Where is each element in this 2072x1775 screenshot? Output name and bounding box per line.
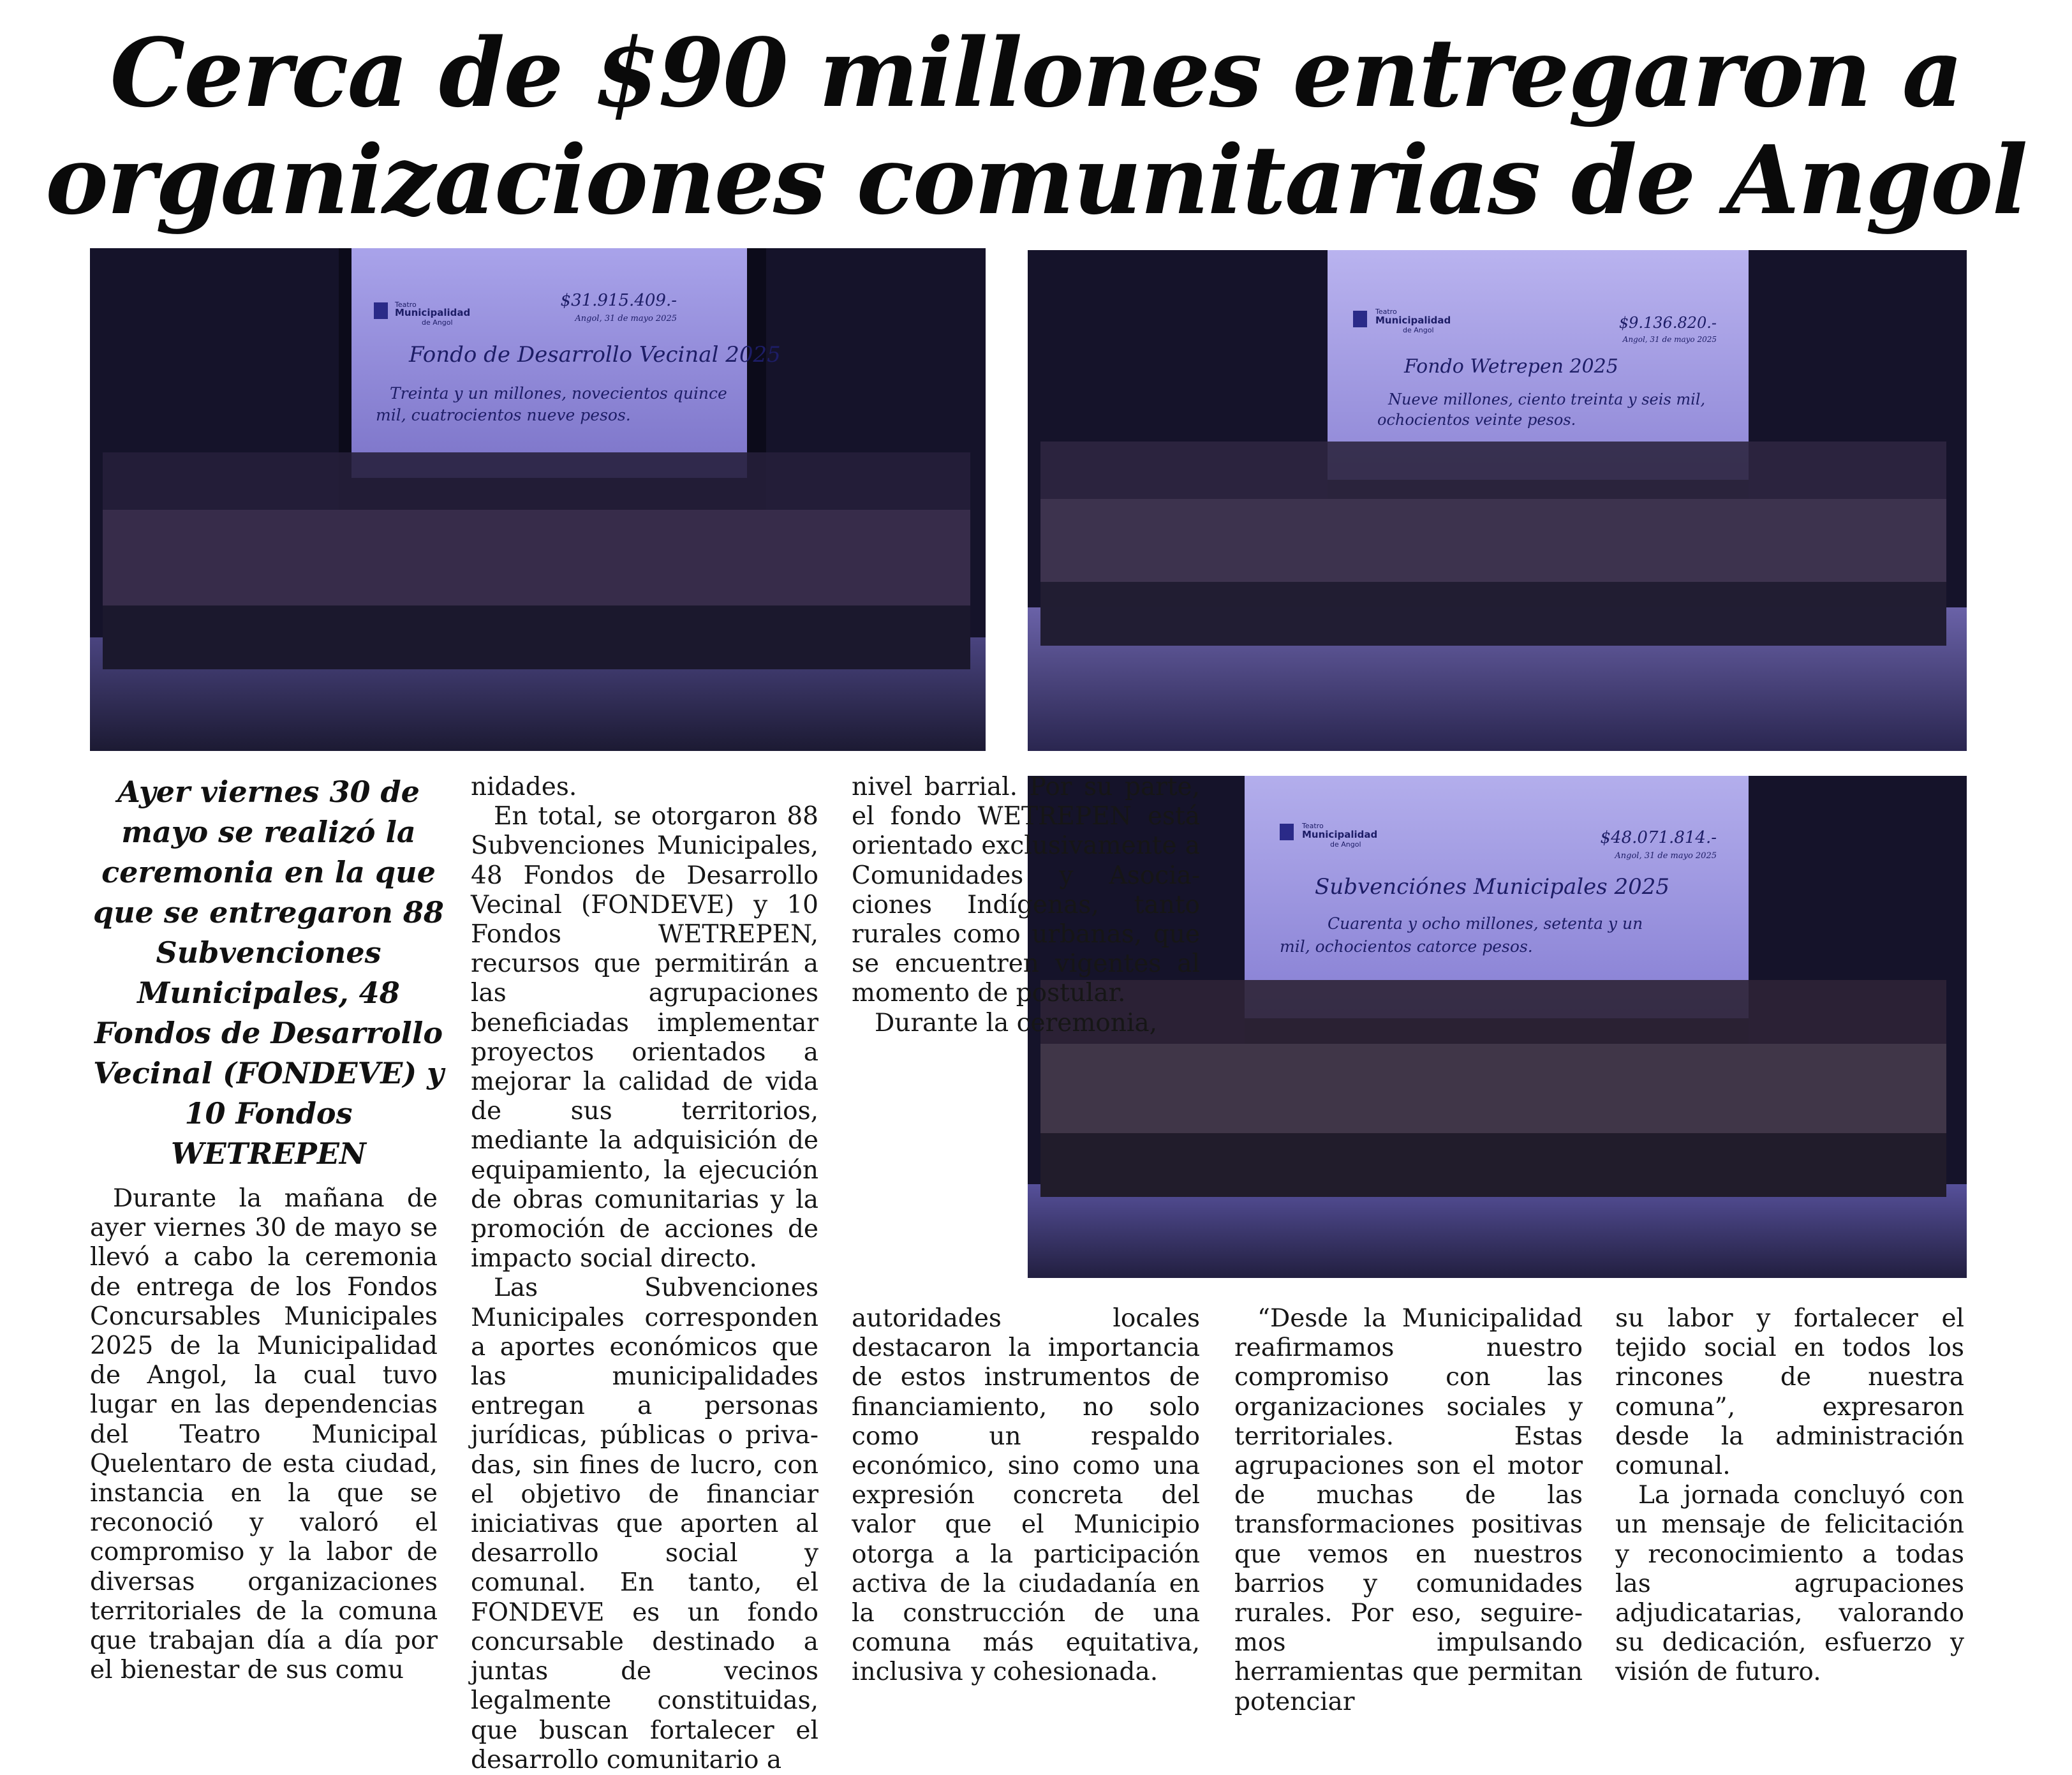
headline bbox=[0, 19, 2072, 234]
photo3-org-line2: Municipalidad bbox=[1302, 829, 1378, 840]
paragraph-quote: “Desde la Municipalidad reafirmamos nuestro compromiso con las organizaciones sociales y territoriales. Estas agrupaciones son el motor de muchas de las transformaciones positivas que vemos en nuestros barrios y comunidades rurales. Por eso, seguiremos impulsando herramientas que permitan potenciar bbox=[1234, 1304, 1583, 1716]
photo1-amount-words-2: mil, cuatrocientos nueve pesos. bbox=[376, 406, 631, 424]
photo3-amount: $48.071.814.- bbox=[1600, 828, 1717, 847]
photo-fondeve-ceremony bbox=[90, 248, 986, 751]
headline-line-1: Cerca de $90 millones entregaron a bbox=[110, 17, 1962, 128]
paragraph-closing: La jornada concluyó con un mensaje de felicitación y reconocimiento a todas las agrupaciones adjudicatarias, valorando su dedicación, esfuerzo y visión de futuro. bbox=[1615, 1481, 1964, 1687]
photo1-org-line1: Teatro bbox=[395, 301, 417, 309]
paragraph-intro: Durante la mañana de ayer viernes 30 de mayo se llevó a cabo la ceremonia de entrega de los Fondos Concursables Municipales 2025 de la Municipalidad de Angol, la cual tuvo lugar en las dependencias del Teatro Municipal Quelentaro de esta ciudad, instancia en la que se reconoció y valoró el compromiso y la labor de diversas organizaciones territoriales de la comuna que trabajan día a día por el bienestar de sus comu bbox=[90, 1184, 438, 1685]
photo2-date: Angol, 31 de mayo 2025 bbox=[1622, 335, 1717, 344]
headline-line-2: organizaciones comunitarias de Angol bbox=[45, 124, 2027, 235]
photo2-group-people bbox=[1040, 442, 1946, 646]
photo2-fund-name: Fondo Wetrepen 2025 bbox=[1404, 355, 1618, 378]
body-column-2 bbox=[471, 773, 818, 1775]
photo3-amount-words-2: mil, ochocientos catorce pesos. bbox=[1280, 937, 1533, 956]
body-column-3-wide-text bbox=[852, 1304, 1200, 1688]
photo2-org-line2: Municipalidad bbox=[1375, 315, 1451, 326]
photo-wetrepen-ceremony bbox=[1028, 250, 1967, 751]
paragraph-subvenciones: Las Subvenciones Municipales corresponden a aportes económicos que las municipalidades entregan a personas jurídicas, públicas o privadas, sin fines de lucro, con el objetivo de financiar iniciativas que aporten al desarrollo social y comunal. En tanto, el FONDEVE es un fondo concursable destinado a juntas de vecinos legalmente constituidas, que buscan fortalecer el desarrollo comunitario a bbox=[471, 1274, 818, 1774]
photo3-fund-name: Subvenciónes Municipales 2025 bbox=[1315, 874, 1670, 900]
body-column-5 bbox=[1615, 1304, 1964, 1688]
paragraph-quote-end: su labor y fortalecer el tejido social en todos los rincones de nuestra comuna”, expresaron desde la administración comunal. bbox=[1615, 1304, 1964, 1481]
body-column-4 bbox=[1234, 1304, 1583, 1717]
body-column-3 bbox=[852, 773, 1200, 1038]
photo2-amount-words-2: ochocientos veinte pesos. bbox=[1377, 411, 1576, 429]
photo2-amount-words-1: Nueve millones, ciento treinta y seis mil, bbox=[1388, 390, 1706, 408]
photo1-fund-name: Fondo de Desarrollo Vecinal 2025 bbox=[409, 342, 781, 368]
body-column-1 bbox=[90, 1184, 438, 1685]
paragraph-wetrepen: nivel barrial. Por su parte, el fondo WETREPEN está orientado exclusivamente a Comunidades y Asociaciones Indígenas, tanto rurales como urbanas, que se encuentren vigentes al momento de postular. bbox=[852, 773, 1200, 1008]
paragraph-continued: nidades. bbox=[471, 773, 577, 801]
photo3-org-line1: Teatro bbox=[1302, 822, 1324, 830]
paragraph-ceremony-start: Durante la ceremonia, bbox=[875, 1008, 1158, 1037]
photo2-org-line1: Teatro bbox=[1375, 308, 1397, 316]
paragraph-authorities: autoridades locales destacaron la importancia de estos instrumentos de financiamiento, no solo como un respaldo económico, sino como una expresión concreta del valor que el Municipio otorga a la participación activa de la ciudadanía en la construcción de una comuna más equitativa, inclusiva y cohesionada. bbox=[852, 1304, 1200, 1687]
photo-wetrepen-image bbox=[1028, 250, 1967, 751]
photo-fondeve-image bbox=[90, 248, 986, 751]
photo3-date: Angol, 31 de mayo 2025 bbox=[1615, 851, 1717, 861]
photo1-org-line3: de Angol bbox=[422, 318, 453, 327]
lede-summary: Ayer viernes 30 de mayo se realizó la ceremonia en la que que se entregaron 88 Subvenciones Municipales, 48 Fondos de Desarrollo Vecinal (FONDEVE) y 10 Fondos WETREPEN bbox=[93, 775, 444, 1171]
photo1-org-line2: Municipalidad bbox=[395, 307, 471, 318]
photo3-org-line3: de Angol bbox=[1330, 840, 1361, 849]
photo2-org-line3: de Angol bbox=[1403, 326, 1434, 334]
photo1-amount: $31.915.409.- bbox=[560, 291, 677, 310]
photo1-group-people bbox=[103, 452, 970, 669]
photo1-date: Angol, 31 de mayo 2025 bbox=[575, 314, 677, 323]
photo2-amount: $9.136.820.- bbox=[1618, 314, 1717, 332]
paragraph-totals: En total, se otorgaron 88 Subvenciones Municipales, 48 Fondos de Desarrollo Vecinal (FONDEVE) y 10 Fondos WETREPEN, recursos que permitirán a las agrupaciones beneficiadas implementar proyectos orientados a mejorar la calidad de vida de sus territorios, mediante la adquisición de equipamiento, la ejecución de obras comunitarias y la promoción de acciones de impacto social directo. bbox=[471, 802, 818, 1274]
photo1-amount-words-1: Treinta y un millones, novecientos quince bbox=[390, 384, 727, 403]
photo3-amount-words-1: Cuarenta y ocho millones, setenta y un bbox=[1328, 914, 1643, 933]
